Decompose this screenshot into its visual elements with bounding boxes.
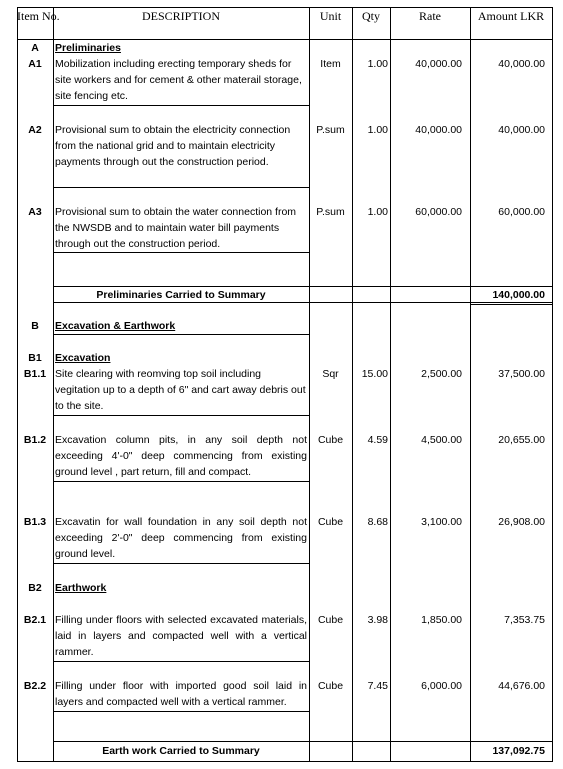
header-rate: Rate (419, 9, 441, 23)
cell-divider (53, 711, 309, 712)
item-amount: 40,000.00 (498, 124, 545, 136)
item-amount: 37,500.00 (498, 368, 545, 380)
cell-divider (53, 661, 309, 662)
header-description: DESCRIPTION (141, 9, 220, 23)
section-code: B1 (28, 352, 42, 364)
boq-table (17, 7, 553, 762)
item-description: Site clearing with reomving top soil including vegitation up to a depth of 6" and cart away debris out to the site. (55, 368, 306, 413)
section-title: Excavation & Earthwork (55, 320, 176, 332)
total-label: Preliminaries Carried to Summary (96, 289, 266, 301)
item-qty: 15.00 (361, 368, 388, 380)
section-code: B (31, 320, 39, 332)
item-qty: 8.68 (367, 516, 388, 528)
item-rate: 40,000.00 (415, 58, 462, 70)
section-title: Excavation (55, 352, 111, 364)
item-description: Filling under floor with imported good soil laid in layers and compacted well with a vertical rammer. (55, 680, 307, 709)
item-description: Mobilization including erecting temporary sheds for site workers and for cement & other materail storage, site fencing etc. (55, 58, 302, 103)
item-qty: 1.00 (367, 124, 388, 136)
double-underline (470, 304, 553, 305)
item-description: Excavation column pits, in any soil depth not exceeding 4'-0" deep commencing from existing ground level , part return, fill and compact. (55, 434, 307, 479)
column-divider (53, 7, 54, 762)
total-amount: 137,092.75 (492, 745, 545, 757)
cell-divider (53, 334, 309, 335)
column-divider (470, 7, 471, 762)
header-unit: Unit (319, 9, 342, 23)
cell-divider (53, 105, 309, 106)
item-no: B1.1 (23, 368, 47, 380)
item-description: Excavatin for wall foundation in any soil depth not exceeding 2'-0" deep commencing from existing ground level. (55, 516, 307, 561)
item-rate: 4,500.00 (421, 434, 462, 446)
item-amount: 26,908.00 (498, 516, 545, 528)
table-border-bottom (17, 761, 553, 762)
header-item-no: Item No. (17, 9, 60, 23)
cell-divider (53, 563, 309, 564)
item-no: B1.3 (23, 516, 47, 528)
item-qty: 1.00 (367, 58, 388, 70)
item-qty: 3.98 (367, 614, 388, 626)
cell-divider (53, 252, 309, 253)
table-border-left (17, 7, 18, 762)
column-divider (309, 7, 310, 762)
total-line (53, 302, 553, 303)
section-title: Preliminaries (55, 42, 121, 54)
section-code: A (31, 42, 39, 54)
cell-divider (53, 187, 309, 188)
item-description: Provisional sum to obtain the water connection from the NWSDB and to maintain water bill payments through out the construction period. (55, 206, 297, 251)
item-qty: 7.45 (367, 680, 388, 692)
item-unit: P.sum (316, 124, 345, 136)
item-rate: 1,850.00 (421, 614, 462, 626)
item-unit: Cube (317, 614, 344, 626)
total-amount: 140,000.00 (492, 289, 545, 301)
item-amount: 60,000.00 (498, 206, 545, 218)
item-rate: 2,500.00 (421, 368, 462, 380)
item-amount: 44,676.00 (498, 680, 545, 692)
item-no: A2 (28, 124, 42, 136)
item-no: B1.2 (23, 434, 47, 446)
column-divider (352, 7, 353, 762)
header-qty: Qty (362, 9, 380, 23)
item-description: Filling under floors with selected excavated materials, laid in layers and compacted well with a vertical rammer. (55, 614, 307, 659)
total-line (53, 741, 553, 742)
item-qty: 4.59 (367, 434, 388, 446)
item-rate: 3,100.00 (421, 516, 462, 528)
item-unit: Cube (317, 434, 344, 446)
item-amount: 40,000.00 (498, 58, 545, 70)
item-description: Provisional sum to obtain the electricity connection from the national grid and to maintain electricity payments through out the construction period. (55, 124, 291, 169)
column-divider (390, 7, 391, 762)
table-border-right (552, 7, 553, 762)
item-rate: 40,000.00 (415, 124, 462, 136)
item-unit: Item (320, 58, 341, 70)
item-unit: Cube (317, 680, 344, 692)
item-amount: 20,655.00 (498, 434, 545, 446)
section-code: B2 (28, 582, 42, 594)
item-no: B2.1 (23, 614, 47, 626)
item-unit: Sqr (322, 368, 339, 380)
item-rate: 6,000.00 (421, 680, 462, 692)
item-no: B2.2 (23, 680, 47, 692)
item-amount: 7,353.75 (504, 614, 545, 626)
item-qty: 1.00 (367, 206, 388, 218)
item-no: A3 (28, 206, 42, 218)
cell-divider (53, 415, 309, 416)
cell-divider (53, 481, 309, 482)
item-unit: P.sum (316, 206, 345, 218)
header-amount: Amount LKR (477, 9, 545, 23)
section-title: Earthwork (55, 582, 107, 594)
item-unit: Cube (317, 516, 344, 528)
total-label: Earth work Carried to Summary (102, 745, 260, 757)
item-no: A1 (28, 58, 42, 70)
item-rate: 60,000.00 (415, 206, 462, 218)
